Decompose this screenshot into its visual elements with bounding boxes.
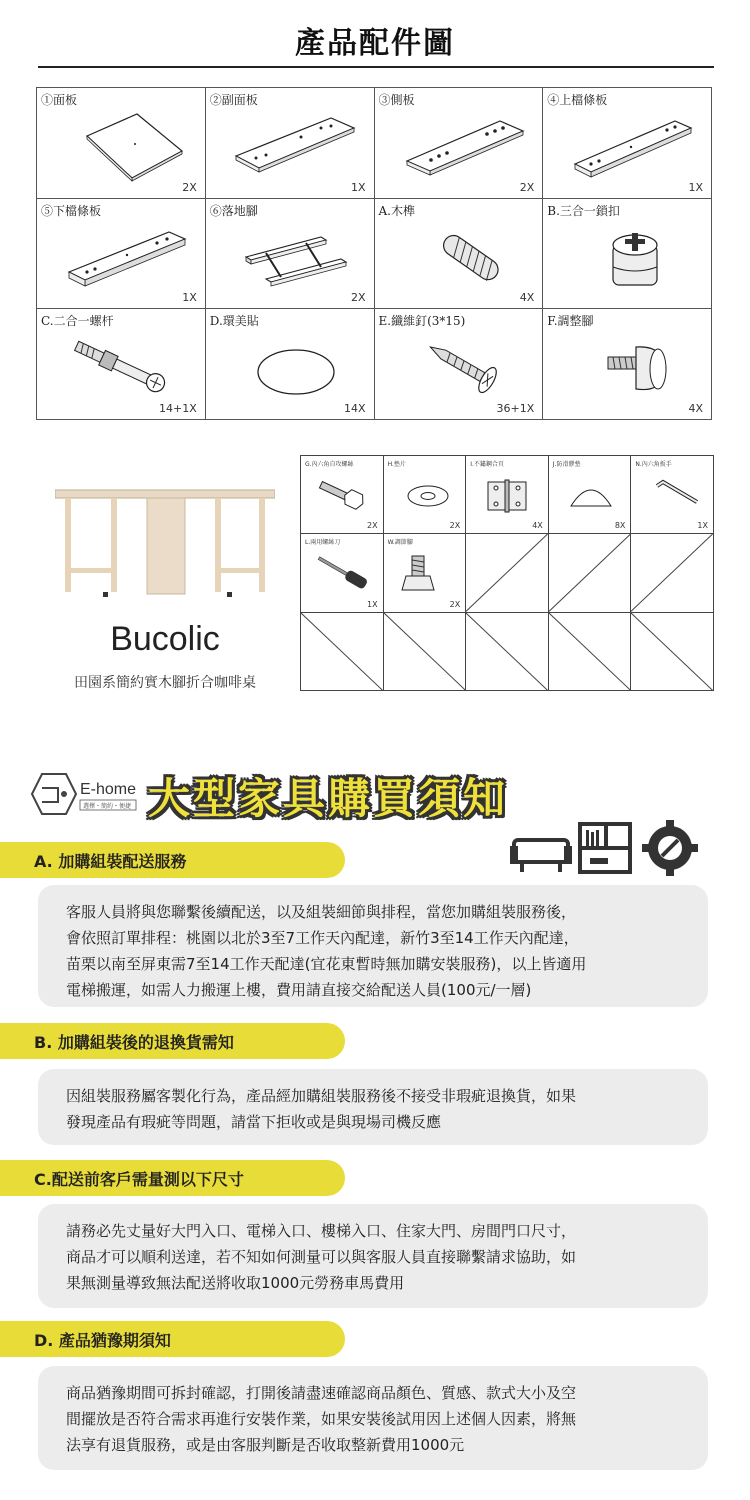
empty-cell (466, 534, 549, 612)
part-cell (375, 88, 544, 199)
side-panel-icon (395, 106, 525, 186)
hardware-qty: 4X (532, 521, 543, 531)
rubber-pad-icon (557, 468, 623, 520)
adjust-foot-icon (563, 327, 693, 407)
part-label: ③側板 (378, 93, 415, 107)
product-name: Bucolic (110, 620, 220, 658)
hardware-qty: 2X (367, 521, 378, 531)
product-illustration (55, 480, 275, 598)
section-b-content (38, 1069, 708, 1145)
hardware-cell (384, 534, 467, 612)
hardware-cell (466, 456, 549, 534)
section-a-label: A. 加購組裝配送服務 (0, 842, 345, 878)
washer-icon (392, 468, 458, 520)
hardware-qty: 1X (367, 599, 378, 609)
part-label: B.三合一鎖扣 (547, 203, 620, 218)
sub-panel-icon (226, 106, 356, 186)
empty-cell (631, 534, 714, 612)
part-label: ①面板 (41, 93, 78, 107)
service-icons (510, 818, 710, 878)
section-a-text: 客服人員將與您聯繫後續配送，以及組裝細節與排程，當您加購組裝服務後， 會依照訂單排程：桃園以北於3至7工作天內配達，新竹3至14工作天內配達， 苗栗以南至屏東需7至14工作天配達(宜花東暫時無加購安裝服務)，以上皆適用 電梯搬運，如需人力搬運上樓，費用請直接交給配送人員(100元/一層) (66, 903, 587, 999)
bookshelf-icon (578, 822, 632, 874)
part-label: E.纖維釘(3*15) (378, 314, 466, 329)
section-c-text: 請務必先丈量好大門入口、電梯入口、樓梯入口、住家大門、房間門口尺寸， 商品才可以順利送達，若不知如何測量可以與客服人員直接聯繫請求協助，如 果無測量導致無法配送將收取1000元勞務車馬費用 (66, 1222, 577, 1292)
part-qty: 4X (688, 401, 703, 415)
part-cell (37, 88, 206, 199)
brand-logo (28, 768, 144, 820)
hardware-qty: 1X (697, 521, 708, 531)
sofa-icon (510, 840, 572, 872)
part-qty: 2X (519, 180, 535, 194)
part-qty: 1X (350, 180, 366, 194)
part-cell (206, 309, 375, 420)
upper-rail-icon (563, 106, 693, 186)
part-qty: 36+1X (496, 401, 535, 415)
part-label: ⑤下檔條板 (41, 203, 102, 218)
hinge-icon (474, 468, 540, 520)
section-c-label: C.配送前客戶需量測以下尺寸 (0, 1160, 345, 1196)
section-b-text: 因組裝服務屬客製化行為，產品經加購組裝服務後不接受非瑕疵退換貨，如果 發現產品有瑕疵等問題，請當下拒收或是與現場司機反應 (66, 1087, 577, 1131)
hardware-cell (301, 534, 384, 612)
section-d-text: 商品猶豫期間可拆封確認，打開後請盡速確認商品顏色、質感、款式大小及空 間擺放是否符合需求再進行安裝作業，如果安裝後試用因上述個人因素，將無 法享有退貨服務，或是由客服判斷是否收取整新費用1000元 (66, 1384, 577, 1454)
title-divider (38, 66, 714, 68)
lower-rail-icon (57, 217, 187, 297)
hardware-qty: 2X (449, 521, 461, 531)
screw-rod-icon (57, 327, 187, 407)
part-label: F.調整腳 (547, 314, 594, 329)
hardware-qty: 2X (449, 599, 461, 609)
part-cell (543, 309, 712, 420)
part-qty: 4X (519, 291, 535, 305)
part-cell (37, 309, 206, 420)
part-cell (206, 88, 375, 199)
brand-name: E-home (80, 781, 137, 798)
part-label: ②副面板 (209, 93, 258, 107)
section-d-label: D. 產品猶豫期須知 (0, 1321, 345, 1357)
part-label: D.環美貼 (209, 314, 259, 329)
part-label: ④上檔條板 (547, 93, 608, 107)
hardware-cell (549, 456, 632, 534)
part-label: ⑥落地腳 (209, 203, 258, 218)
part-label: C.二合一螺杆 (41, 314, 114, 329)
empty-cell (631, 613, 714, 691)
floor-leg-icon (226, 217, 356, 297)
empty-cell (466, 613, 549, 691)
hex-screw-icon (309, 468, 375, 520)
screwdriver-icon (309, 546, 375, 598)
part-cell (375, 309, 544, 420)
hardware-qty: 8X (614, 521, 626, 531)
cover-sticker-icon (226, 327, 356, 407)
part-qty: 14X (343, 401, 366, 415)
allen-key-icon (639, 468, 705, 520)
part-cell (206, 199, 375, 310)
product-subtitle: 田園系簡約實木腳折合咖啡桌 (74, 675, 256, 691)
part-cell (543, 88, 712, 199)
hardware-label: L.兩用螺絲刀 (305, 539, 341, 547)
leveling-foot-icon (392, 546, 458, 598)
hardware-cell (384, 456, 467, 534)
tools-gear-icon (642, 820, 698, 876)
section-c-content (38, 1204, 708, 1308)
part-qty: 14+1X (159, 401, 197, 415)
hardware-label: J.防滑膠墊 (552, 461, 581, 468)
hardware-label: H.墊片 (387, 461, 406, 468)
part-label: A.木榫 (378, 203, 415, 218)
part-qty: 2X (182, 180, 197, 194)
hardware-cell (301, 456, 384, 534)
part-cell (543, 199, 712, 310)
part-cell (37, 199, 206, 310)
cam-lock-icon (563, 217, 693, 297)
hardware-cell (631, 456, 714, 534)
hardware-label: W.調節腳 (387, 539, 413, 547)
hardware-label: N.內六角扳手 (635, 461, 672, 468)
section-d-content (38, 1366, 708, 1470)
empty-cell (301, 613, 384, 691)
part-qty: 1X (182, 291, 197, 305)
page-title: 產品配件圖 (295, 26, 455, 61)
wood-screw-icon (395, 327, 525, 407)
brand-tagline: 選擇・簡約・便捷 (83, 803, 132, 810)
section-b-label: B. 加購組裝後的退換貨需知 (0, 1023, 345, 1059)
hardware-label: I.不鏽鋼合頁 (470, 461, 504, 468)
top-panel-icon (57, 106, 187, 186)
part-qty: 2X (350, 291, 366, 305)
section-a-content (38, 885, 708, 1007)
part-qty: 1X (688, 180, 703, 194)
hardware-grid (300, 455, 714, 691)
wood-dowel-icon (395, 217, 525, 297)
parts-diagram-grid (36, 87, 712, 420)
empty-cell (549, 613, 632, 691)
hardware-label: G.內六角自攻螺絲 (305, 461, 354, 468)
part-cell (375, 199, 544, 310)
notice-headline: 大型家具購買須知 (148, 774, 509, 823)
empty-cell (549, 534, 632, 612)
empty-cell (384, 613, 467, 691)
